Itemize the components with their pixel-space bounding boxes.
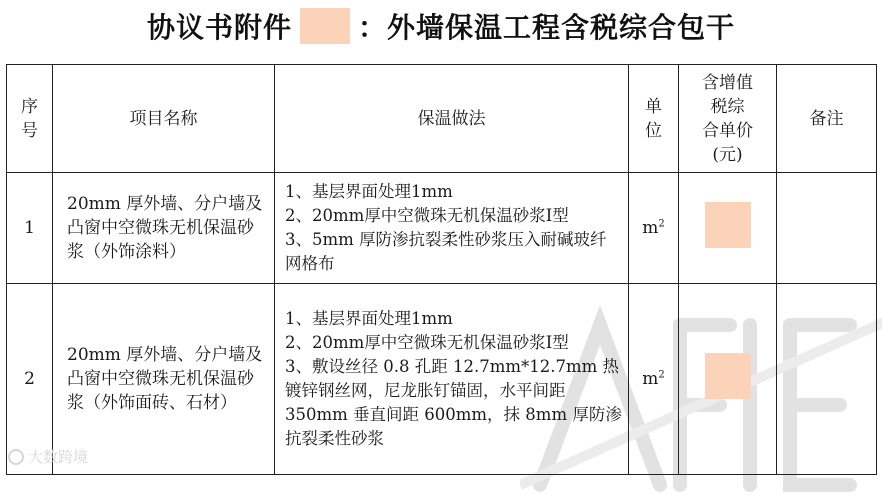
title-suffix: ：外墙保温工程含税综合包干 (358, 11, 736, 44)
header-remarks: 备注 (777, 65, 877, 173)
header-index: 序 号 (7, 65, 53, 173)
row-unit: $m^2$ (629, 173, 679, 284)
table-header-row (7, 65, 877, 173)
row-method (275, 173, 629, 284)
method-line: 2、20mm厚中空微珠无机保温砂浆Ⅰ型 (285, 206, 569, 225)
method-line: 3、5mm 厚防渗抗裂柔性砂浆压入耐碱玻纤网格布 (285, 230, 607, 273)
header-method: 保温做法 (275, 65, 629, 173)
header-name: 项目名称 (53, 65, 275, 173)
table-row (7, 284, 877, 475)
redacted-price (705, 202, 751, 248)
redacted-price (705, 353, 751, 399)
pricing-table (6, 64, 877, 475)
logo-icon (8, 449, 24, 465)
table-row (7, 173, 877, 284)
header-price: 含增值 税综 合单价 (元) (679, 65, 777, 173)
row-item-name: 20mm 厚外墙、分户墙及凸窗中空微珠无机保温砂浆（外饰面砖、石材） (53, 284, 275, 475)
row-price (679, 284, 777, 475)
footer-logo: 大数跨境 (8, 446, 88, 467)
row-remarks (777, 173, 877, 284)
method-line: 1、基层界面处理1mm (285, 182, 453, 201)
row-index: 2 (7, 284, 53, 475)
method-line: 3、敷设丝径 0.8 孔距 12.7mm*12.7mm 热镀锌钢丝网，尼龙胀钉锚固，水平间距 350mm 垂直间距 600mm，抹 8mm 厚防渗抗裂柔性砂浆 (285, 357, 622, 448)
header-unit: 单 位 (629, 65, 679, 173)
document-title (0, 6, 882, 46)
row-method (275, 284, 629, 475)
row-index: 1 (7, 173, 53, 284)
row-remarks (777, 284, 877, 475)
title-prefix: 协议书附件 (146, 11, 292, 44)
method-line: 2、20mm厚中空微珠无机保温砂浆Ⅰ型 (285, 333, 569, 352)
row-item-name: 20mm 厚外墙、分户墙及凸窗中空微珠无机保温砂浆（外饰涂料） (53, 173, 275, 284)
row-unit: $m^2$ (629, 284, 679, 475)
method-line: 1、基层界面处理1mm (285, 309, 453, 328)
row-price (679, 173, 777, 284)
redacted-block (300, 8, 350, 44)
